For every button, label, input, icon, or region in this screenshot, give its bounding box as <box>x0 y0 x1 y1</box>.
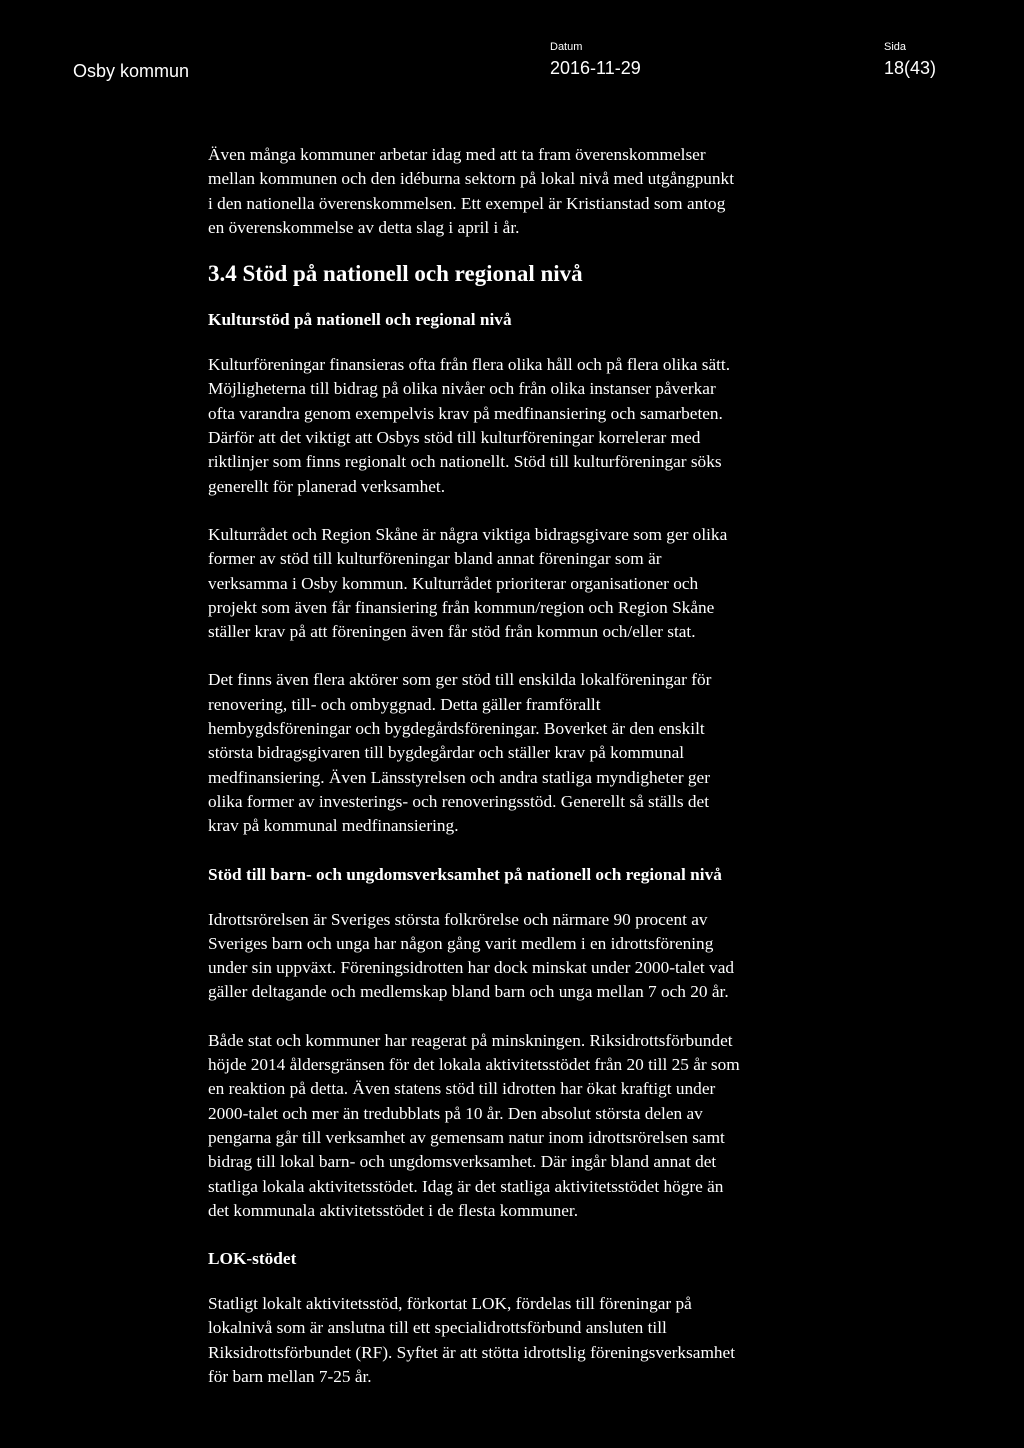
subsection-heading-lok: LOK-stödet <box>208 1249 297 1269</box>
paragraph: Kulturrådet och Region Skåne är några viktiga bidragsgivare som ger olika former av stöd till kulturföreningar bland annat föreningar som är verksamma i Osby kommun. Kulturrådet prioriterar organisationer och projekt som även får finansiering från kommun/region och Region Skåne ställer krav på att föreningen även får stöd från kommun och/eller stat. <box>208 524 728 642</box>
intro-paragraph: Även många kommuner arbetar idag med att ta fram överenskommelser mellan kommunen och den idéburna sektorn på lokal nivå med utgångpunkt i den nationella överenskommelsen. Ett exempel är Kristianstad som antog en överenskommelse av detta slag i april i år. <box>208 145 734 237</box>
paragraph: Statligt lokalt aktivitetsstöd, förkortat LOK, fördelas till föreningar på lokalnivå som är anslutna till ett specialidrottsförbund ansluten till Riksidrottsförbundet (RF). Syftet är att stötta idrottslig föreningsverksamhet för barn mellan 7-25 år. <box>208 1294 736 1386</box>
paragraph: Idrottsrörelsen är Sveriges största folkrörelse och närmare 90 procent av Sveriges barn och unga har någon gång varit medlem i en idrottsförening under sin uppväxt. Föreningsidrotten har dock minskat under 2000-talet vad gäller deltagande och medlemskap bland barn och unga mellan 7 och 20 år. <box>208 909 735 1002</box>
paragraph: Både stat och kommuner har reagerat på minskningen. Riksidrottsförbundet höjde 2014 åldersgränsen för det lokala aktivitetsstödet från 20 till 25 år som en reaktion på detta. Även statens stöd till idrotten har ökat kraftigt under 2000-talet och mer än tredubblats på 10 år. Den absolut största delen av pengarna går till verksamhet av gemensam natur inom idrottsrörelsen samt bidrag till lokal barn- och ungdomsverksamhet. Där ingår bland annat det statliga lokala aktivitetsstödet. Idag är det statliga aktivitetsstödet högre än det kommunala aktivitetsstödet i de flesta kommuner. <box>208 1030 740 1220</box>
organization-name: Osby kommun <box>73 61 190 81</box>
date-value: 2016-11-29 <box>550 58 641 78</box>
paragraph: Det finns även flera aktörer som ger stöd till enskilda lokalföreningar för renovering, till- och ombyggnad. Detta gäller framförallt hembygdsföreningar och bygdegårdsföreningar. Boverket är den enskilt största bidragsgivaren till bygdegårdar och ställer krav på kommunal medfinansiering. Även Länsstyrelsen och andra statliga myndigheter ger olika former av investerings- och renoveringsstöd. Generellt så ställs det krav på kommunal medfinansiering. <box>208 670 712 836</box>
date-label: Datum <box>550 41 583 53</box>
page-header <box>0 40 1024 90</box>
page-number: 18(43) <box>884 58 937 78</box>
date-block <box>550 40 641 81</box>
document-body <box>208 143 858 1389</box>
page-number-block <box>884 40 936 81</box>
subsection-heading-culture: Kulturstöd på nationell och regional nivå <box>208 310 512 330</box>
subsection-heading-youth: Stöd till barn- och ungdomsverksamhet på nationell och regional nivå <box>208 864 722 884</box>
section-heading: 3.4 Stöd på nationell och regional nivå <box>208 261 583 287</box>
paragraph: Kulturföreningar finansieras ofta från flera olika håll och på flera olika sätt. Möjligheterna till bidrag på olika nivåer och från olika instanser påverkar ofta varandra genom exempelvis krav på medfinansiering och samarbeten. Därför att det viktigt att Osbys stöd till kulturföreningar korrelerar med riktlinjer som finns regionalt och nationellt. Stöd till kulturföreningar söks generellt för planerad verksamhet. <box>208 355 731 496</box>
page-label: Sida <box>884 41 907 53</box>
